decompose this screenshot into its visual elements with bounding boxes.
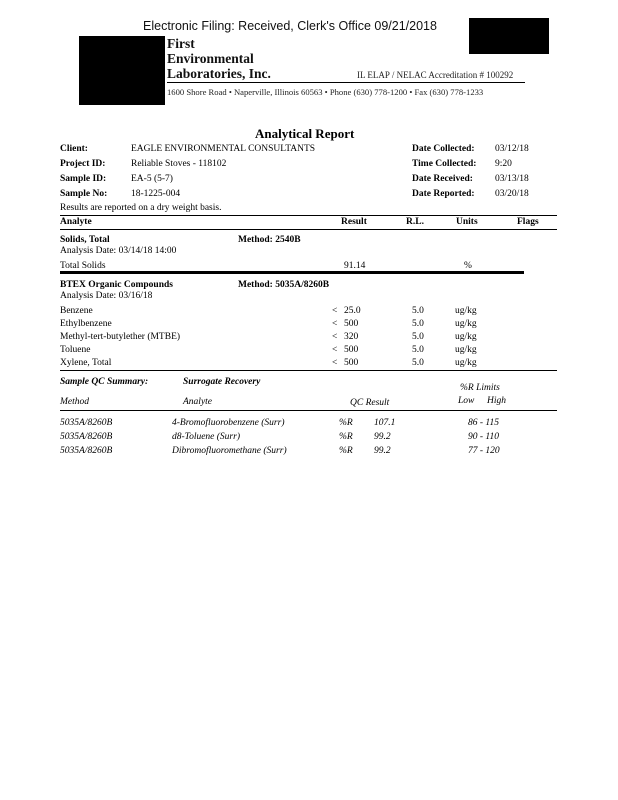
row-benzene-result: 25.0 bbox=[344, 306, 361, 316]
qc-row-3-result: 99.2 bbox=[374, 446, 391, 456]
col-rl: R.L. bbox=[406, 217, 424, 227]
row-xylene-units: ug/kg bbox=[455, 358, 477, 368]
lab-name-line-1: First bbox=[167, 36, 195, 51]
section-btex-name: BTEX Organic Compounds bbox=[60, 280, 173, 290]
row-xylene-analyte: Xylene, Total bbox=[60, 358, 112, 368]
basis-note: Results are reported on a dry weight basis. bbox=[60, 203, 222, 213]
qc-row-3-limits: 77 - 120 bbox=[468, 446, 500, 456]
client-value: EAGLE ENVIRONMENTAL CONSULTANTS bbox=[131, 144, 316, 154]
row-mtbe-result: 320 bbox=[344, 332, 359, 342]
project-id-value: Reliable Stoves - 118102 bbox=[131, 159, 227, 169]
sample-no-value: 18-1225-004 bbox=[131, 189, 181, 199]
row-benzene-qual: < bbox=[332, 306, 338, 316]
accreditation: IL ELAP / NELAC Accreditation # 100292 bbox=[357, 70, 514, 80]
section-solids-analysis-date: Analysis Date: 03/14/18 14:00 bbox=[60, 246, 177, 256]
qc-row-2-result: 99.2 bbox=[374, 432, 391, 442]
project-id-label: Project ID: bbox=[60, 159, 106, 169]
column-header-top-rule bbox=[60, 215, 557, 216]
qc-row-1-method: 5035A/8260B bbox=[60, 418, 113, 428]
row-total-solids-analyte: Total Solids bbox=[60, 261, 106, 271]
qc-col-low: Low bbox=[458, 396, 475, 406]
row-total-solids-units: % bbox=[464, 261, 472, 271]
btex-bottom-rule bbox=[60, 370, 557, 371]
filing-stamp: Electronic Filing: Received, Clerk's Office 09/21/2018 bbox=[143, 19, 437, 33]
row-mtbe-rl: 5.0 bbox=[412, 332, 424, 342]
qc-row-1-unit: %R bbox=[339, 418, 353, 428]
date-reported-value: 03/20/18 bbox=[495, 189, 529, 199]
row-benzene-rl: 5.0 bbox=[412, 306, 424, 316]
row-mtbe-qual: < bbox=[332, 332, 338, 342]
row-xylene-rl: 5.0 bbox=[412, 358, 424, 368]
sample-no-label: Sample No: bbox=[60, 189, 108, 199]
lab-name bbox=[167, 36, 271, 81]
date-collected-label: Date Collected: bbox=[412, 144, 475, 154]
client-label: Client: bbox=[60, 144, 88, 154]
row-toluene-analyte: Toluene bbox=[60, 345, 91, 355]
row-total-solids-result: 91.14 bbox=[344, 261, 366, 271]
row-benzene-units: ug/kg bbox=[455, 306, 477, 316]
row-benzene-analyte: Benzene bbox=[60, 306, 93, 316]
row-mtbe-units: ug/kg bbox=[455, 332, 477, 342]
qc-limits-title: %R Limits bbox=[460, 383, 500, 393]
lab-address: 1600 Shore Road • Naperville, Illinois 60563 • Phone (630) 778-1200 • Fax (630) 778-1233 bbox=[167, 87, 484, 97]
qc-subtitle: Surrogate Recovery bbox=[183, 377, 261, 387]
date-received-value: 03/13/18 bbox=[495, 174, 529, 184]
section-divider-thick bbox=[60, 271, 524, 274]
row-xylene-result: 500 bbox=[344, 358, 359, 368]
row-mtbe-analyte: Methyl-tert-butylether (MTBE) bbox=[60, 332, 181, 342]
column-header-bottom-rule bbox=[60, 229, 557, 230]
time-collected-label: Time Collected: bbox=[412, 159, 477, 169]
qc-row-2-unit: %R bbox=[339, 432, 353, 442]
date-reported-label: Date Reported: bbox=[412, 189, 475, 199]
row-toluene-qual: < bbox=[332, 345, 338, 355]
sample-id-label: Sample ID: bbox=[60, 174, 107, 184]
row-ethylbenzene-result: 500 bbox=[344, 319, 359, 329]
time-collected-value: 9:20 bbox=[495, 159, 512, 169]
qc-row-3-method: 5035A/8260B bbox=[60, 446, 113, 456]
qc-row-3-unit: %R bbox=[339, 446, 353, 456]
lab-name-line-2: Environmental bbox=[167, 51, 254, 66]
qc-row-1-limits: 86 - 115 bbox=[468, 418, 499, 428]
section-btex-method: Method: 5035A/8260B bbox=[238, 280, 330, 290]
row-ethylbenzene-analyte: Ethylbenzene bbox=[60, 319, 112, 329]
qc-row-2-analyte: d8-Toluene (Surr) bbox=[172, 432, 240, 442]
section-solids-name: Solids, Total bbox=[60, 235, 110, 245]
redacted-header-block bbox=[469, 18, 549, 54]
row-toluene-units: ug/kg bbox=[455, 345, 477, 355]
row-ethylbenzene-units: ug/kg bbox=[455, 319, 477, 329]
qc-col-result: QC Result bbox=[350, 398, 390, 408]
col-analyte: Analyte bbox=[60, 217, 92, 227]
qc-row-1-analyte: 4-Bromofluorobenzene (Surr) bbox=[172, 418, 285, 428]
row-ethylbenzene-rl: 5.0 bbox=[412, 319, 424, 329]
qc-title: Sample QC Summary: bbox=[60, 377, 149, 387]
row-toluene-result: 500 bbox=[344, 345, 359, 355]
qc-col-method: Method bbox=[60, 397, 90, 407]
col-result: Result bbox=[341, 217, 367, 227]
date-received-label: Date Received: bbox=[412, 174, 473, 184]
row-xylene-qual: < bbox=[332, 358, 338, 368]
header-rule bbox=[167, 82, 525, 83]
row-ethylbenzene-qual: < bbox=[332, 319, 338, 329]
col-units: Units bbox=[456, 217, 478, 227]
qc-row-1-result: 107.1 bbox=[374, 418, 396, 428]
lab-name-line-3: Laboratories, Inc. bbox=[167, 66, 271, 81]
section-solids-method: Method: 2540B bbox=[238, 235, 301, 245]
date-collected-value: 03/12/18 bbox=[495, 144, 529, 154]
row-toluene-rl: 5.0 bbox=[412, 345, 424, 355]
qc-row-2-limits: 90 - 110 bbox=[468, 432, 499, 442]
qc-col-analyte: Analyte bbox=[183, 397, 213, 407]
qc-col-high: High bbox=[487, 396, 506, 406]
section-btex-analysis-date: Analysis Date: 03/16/18 bbox=[60, 291, 153, 301]
redacted-logo-block bbox=[79, 36, 165, 105]
report-title: Analytical Report bbox=[255, 126, 355, 141]
col-flags: Flags bbox=[517, 217, 539, 227]
qc-header-rule bbox=[60, 410, 557, 411]
sample-id-value: EA-5 (5-7) bbox=[131, 174, 173, 184]
qc-row-2-method: 5035A/8260B bbox=[60, 432, 113, 442]
qc-row-3-analyte: Dibromofluoromethane (Surr) bbox=[172, 446, 287, 456]
